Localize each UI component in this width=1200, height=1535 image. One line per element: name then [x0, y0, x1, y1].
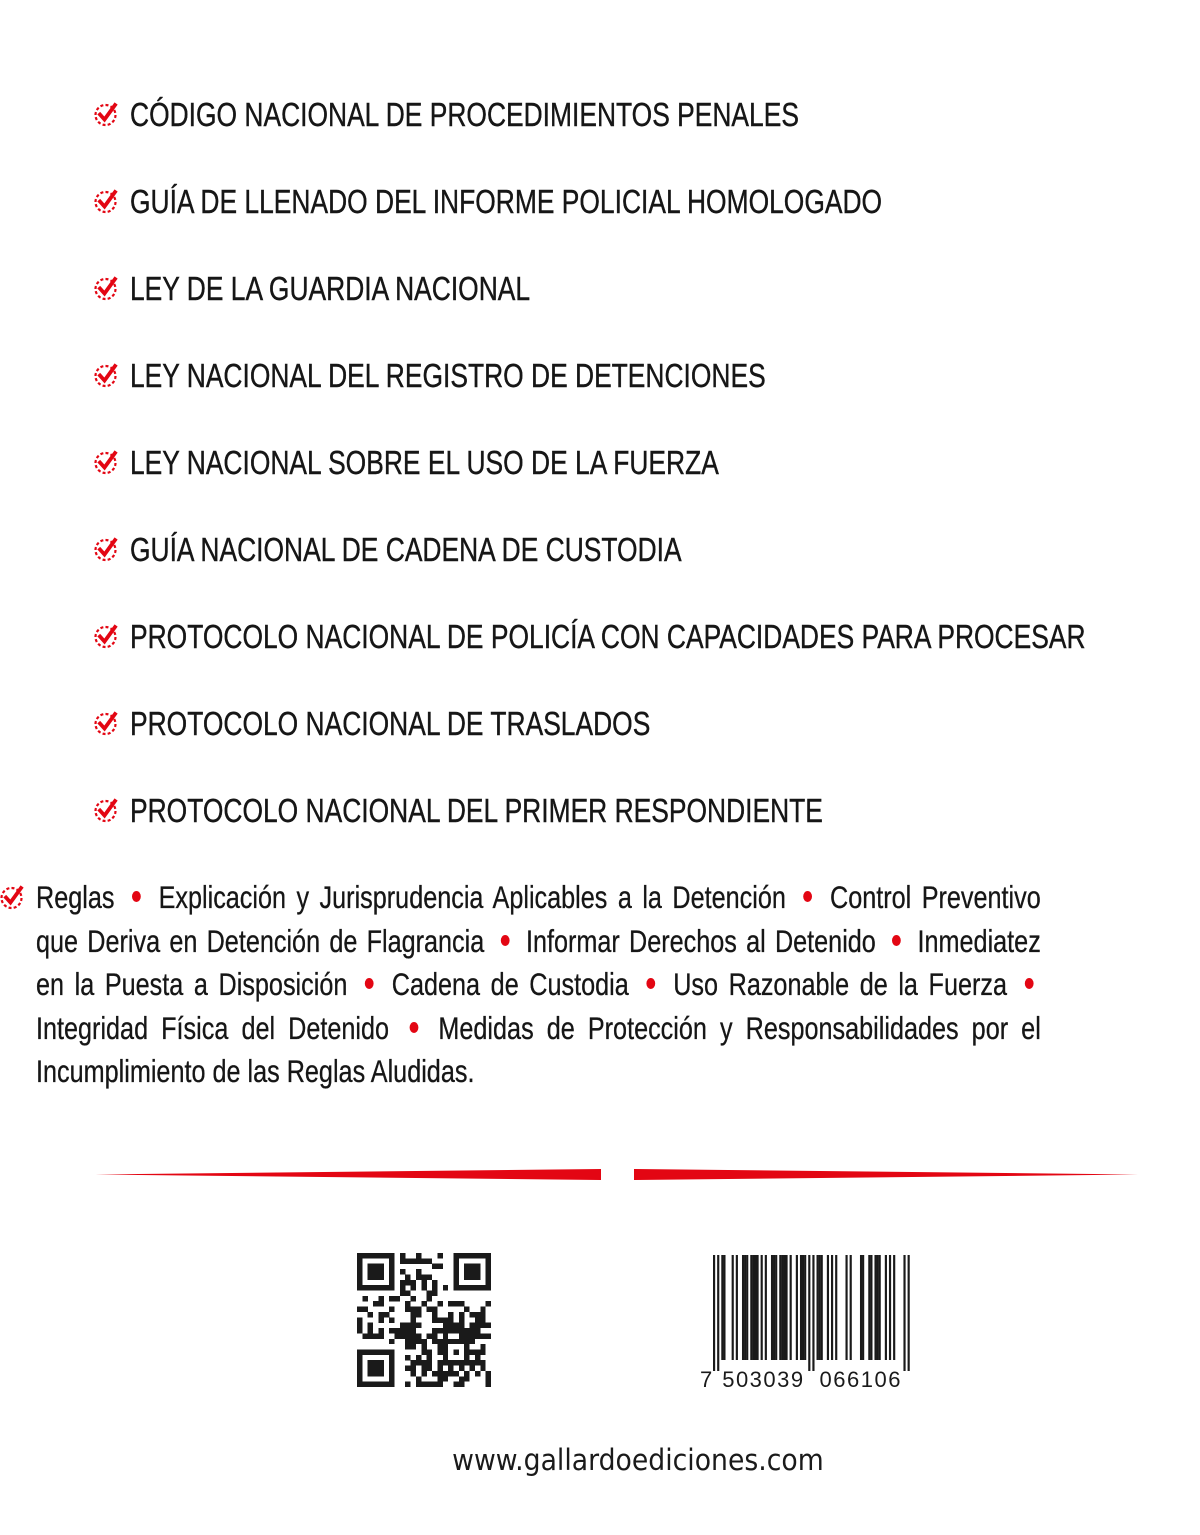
dashed-circle-check-icon: [94, 623, 120, 649]
website-text[interactable]: www.gallardoediciones.com: [451, 1443, 824, 1477]
topic-text: Inmediatez en la Puesta a Disposición: [36, 922, 1041, 1003]
checklist-item-label: PROTOCOLO NACIONAL DE TRASLADOS: [130, 705, 651, 742]
barcode-digits-right: 066106: [819, 1367, 901, 1392]
checklist-item-label: PROTOCOLO NACIONAL DE POLICÍA CON CAPACIDADES PARA PROCESAR: [130, 618, 1086, 655]
red-bullet-icon: [409, 1022, 418, 1033]
barcode-icon: [700, 1253, 915, 1393]
topic-text: Integridad Física del Detenido: [36, 1009, 390, 1046]
topics-paragraph: [36, 876, 1041, 1094]
red-bullet-icon: [132, 891, 141, 902]
barcode-digit-first: 7: [700, 1367, 713, 1392]
dashed-circle-check-icon: [94, 710, 120, 736]
checklist-item: [94, 704, 1144, 744]
topic-text: Reglas: [36, 879, 115, 915]
checklist-item: [94, 269, 1144, 309]
checklist-item-label: PROTOCOLO NACIONAL DEL PRIMER RESPONDIENTE: [130, 792, 823, 829]
red-divider: [0, 1164, 1200, 1186]
dashed-circle-check-icon: [94, 449, 120, 475]
checklist-item: [94, 95, 1144, 135]
checklist-item-label: CÓDIGO NACIONAL DE PROCEDIMIENTOS PENALES: [130, 96, 799, 133]
checklist-item-label: GUÍA DE LLENADO DEL INFORME POLICIAL HOMOLOGADO: [130, 183, 883, 220]
red-bullet-icon: [365, 978, 374, 989]
qr-code-icon: [357, 1253, 491, 1387]
topic-text: Informar Derechos al Detenido: [525, 922, 876, 959]
dashed-circle-check-icon: [0, 884, 26, 910]
dashed-circle-check-icon: [94, 362, 120, 388]
dashed-circle-check-icon: [94, 188, 120, 214]
barcode-digits-left: 503039: [722, 1367, 804, 1392]
checklist-item: [94, 530, 1144, 570]
red-bullet-icon: [804, 891, 813, 902]
topic-text: Cadena de Custodia: [391, 966, 629, 1003]
red-bullet-icon: [501, 935, 510, 946]
checklist-item-label: LEY NACIONAL SOBRE EL USO DE LA FUERZA: [130, 444, 719, 481]
checklist-item-label: GUÍA NACIONAL DE CADENA DE CUSTODIA: [130, 531, 682, 568]
checklist-item: [94, 356, 1144, 396]
red-bullet-icon: [892, 935, 901, 946]
checklist-item: [94, 617, 1144, 657]
dashed-circle-check-icon: [94, 536, 120, 562]
dashed-circle-check-icon: [94, 797, 120, 823]
checklist-item-label: LEY DE LA GUARDIA NACIONAL: [130, 270, 531, 307]
topic-text: Control Preventivo que Deriva en Detención de Flagrancia: [36, 879, 1041, 959]
checklist-item: [94, 443, 1144, 483]
dashed-circle-check-icon: [94, 101, 120, 127]
dashed-circle-check-icon: [94, 275, 120, 301]
checklist-item-label: LEY NACIONAL DEL REGISTRO DE DETENCIONES: [130, 357, 766, 394]
website-link[interactable]: [0, 1443, 1200, 1477]
topic-text: Uso Razonable de la Fuerza: [673, 966, 1007, 1003]
red-bullet-icon: [647, 978, 656, 989]
checklist-item: [94, 182, 1144, 222]
red-bullet-icon: [1025, 978, 1034, 989]
topic-text: Explicación y Jurisprudencia Aplicables a la Detención: [158, 879, 786, 915]
checklist-item: [94, 791, 1144, 831]
topic-text: Medidas de Protección y Responsabilidades por el Incumplimiento de las Reglas Aludidas.: [36, 1009, 1041, 1090]
